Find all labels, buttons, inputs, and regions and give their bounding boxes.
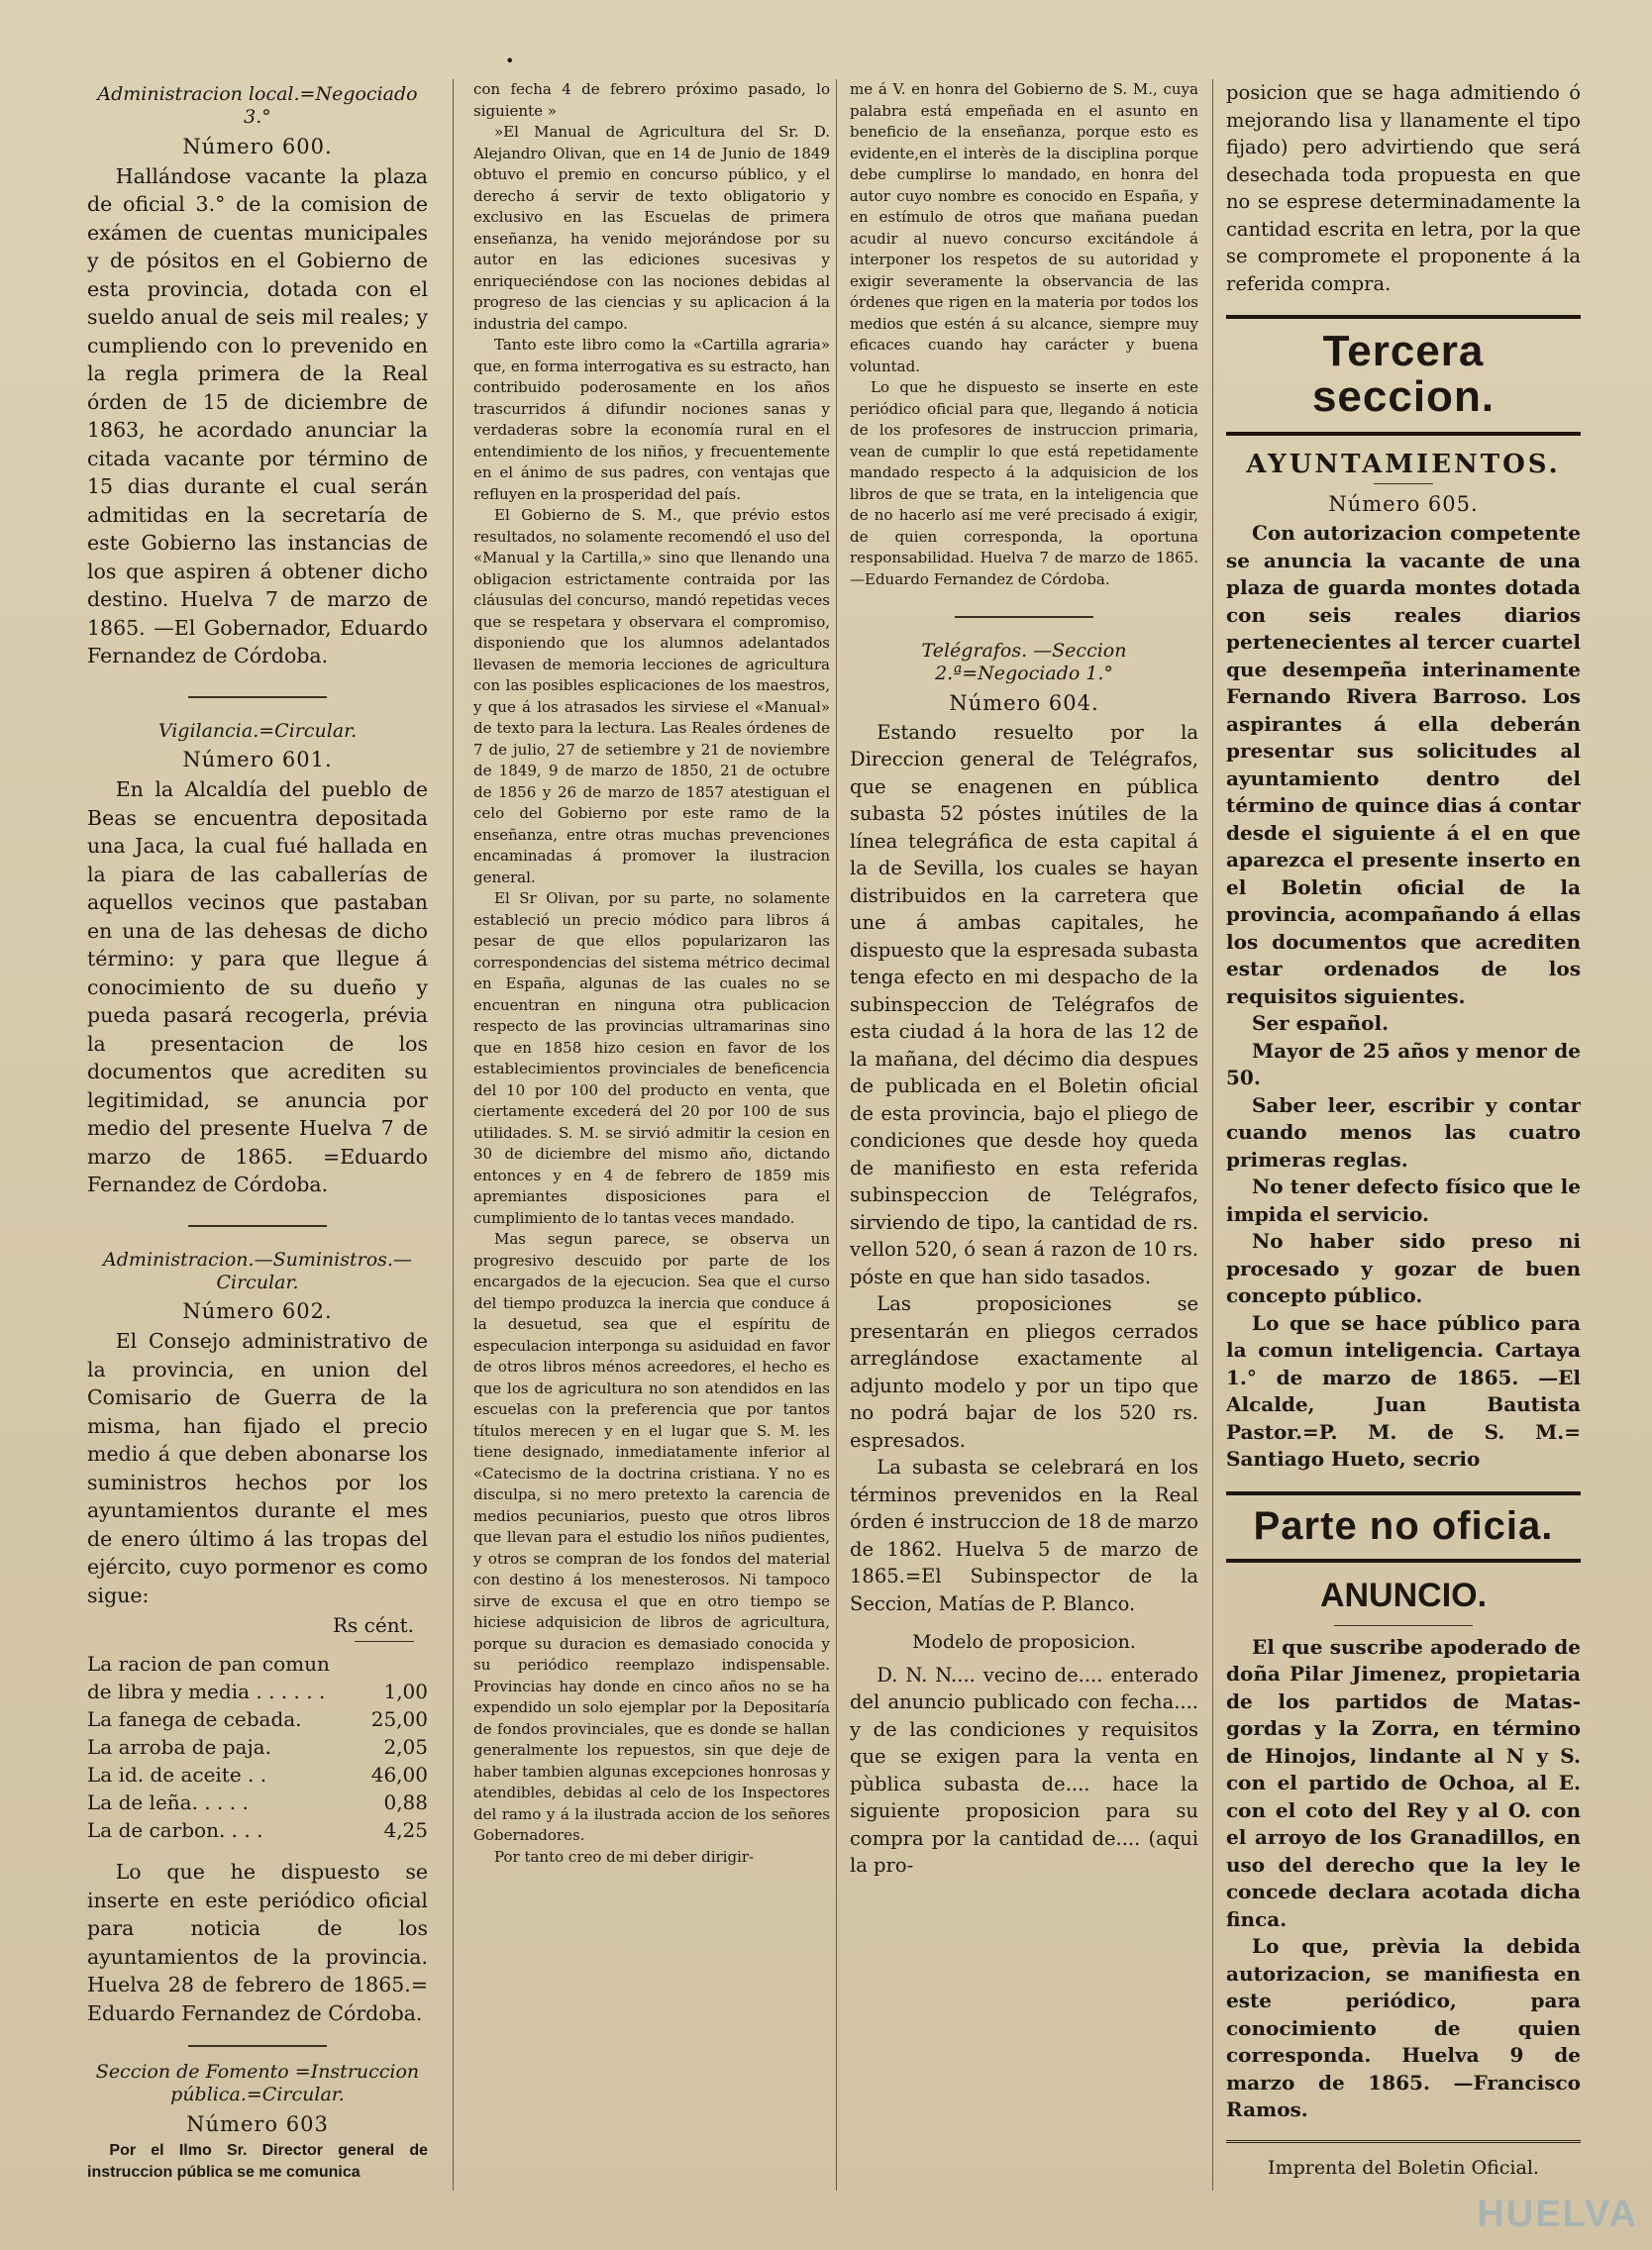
price-value: 2,05 — [383, 1735, 428, 1760]
notice-body: Lo que he dispuesto se inserte en este periódico oficial para noticia de los ayuntamientos de la provincia. Huelva 28 de febrero de 1865.= Eduardo Fernandez de Córdoba. — [87, 1860, 428, 2025]
column-rule — [836, 79, 837, 2191]
section-heading: Administracion.—Suministros.—Circular. — [103, 1248, 412, 1293]
circular-text: Tanto este libro como la «Cartilla agraria» que, en forma interrogativa es su estracto, han contribuido poderosamente en los años trascurridos á difundir nociones sanas y verdaderas sobre la economía rural en el entendimiento de los niños, y frecuentemente en el ánimo de sus padres, con ventajas que refluyen en la prosperidad del país. — [473, 336, 830, 503]
notice-body: Lo que, prèvia la debida autorizacion, se manifiesta en este periódico, para conocimiento de quien corresponda. Huelva 9 de marzo de 1865. —Francisco Ramos. — [1226, 1934, 1581, 2122]
notice-body: Las proposiciones se presentarán en pliegos cerrados arreglándose exactamente al adjunto modelo y por un tipo que no podrá bajar de los 520 rs. espresados. — [850, 1292, 1198, 1452]
price-value: 46,00 — [370, 1763, 428, 1788]
notice-number: Número 604. — [949, 690, 1099, 715]
circular-text: »El Manual de Agricultura del Sr. D. Alejandro Olivan, que en 14 de Junio de 1849 obtuvo el premio en concurso público, y el derecho á servir de texto obligatorio y exclusivo en las Escuelas de primera enseñanza, ha venido mejorándose por su autor en las ediciones sucesivas y enriqueciéndose con las nociones debidas al progreso de las ciencias y su aplicacion á la industria del campo. — [473, 123, 830, 333]
subsection-heading: AYUNTAMIENTOS. — [1246, 450, 1561, 480]
circular-text: Lo que he dispuesto se inserte en este periódico oficial para que, llegando á noticia de los profesores de instruccion primaria, vean de cumplir lo que está repetidamente mandado respecto á la adquisicion de los libros de que se trata, en la inteligencia que de no hacerlo así me veré precisado á exigir, de quien corresponda, la oportuna responsabilidad. Huelva 7 de marzo de 1865. —Eduardo Fernandez de Córdoba. — [850, 378, 1198, 588]
column-3 — [850, 79, 1198, 2230]
announcement-heading: ANUNCIO. — [1319, 1576, 1488, 1614]
separator — [1374, 483, 1433, 484]
notice-body: Estando resuelto por la Direccion general de Telégrafos, que se enagenen en pública subasta 52 póstes inútiles de la línea telegráfica de esta capital á la de Sevilla, los cuales se hayan distribuidos en la carretera que une á ambas capitales, he dispuesto que la espresada subasta tenga efecto en mi despacho de la subinspeccion de Telégrafos de esta ciudad á la hora de las 12 de la mañana, del décimo dia despues de publicada en el Boletin oficial de esta provincia, bajo el pliego de condiciones que desde hoy queda de manifiesto en esta referida subinspeccion de Telégrafos, sirviendo de tipo, la cantidad de rs. vellon 520, ó sean á razon de 10 rs. póste en que han sido tasados. — [850, 720, 1198, 1288]
price-value: 0,88 — [383, 1790, 428, 1815]
separator — [188, 696, 327, 698]
price-item: La de carbon. . . . — [87, 1818, 263, 1843]
notice-body: D. N. N.... vecino de.... enterado del anuncio publicado con fecha.... y de las condiciones y requisitos que se exigen para la venta en pùblica subasta de.... hace la siguiente proposicion para su compra por la cantidad de.... (aqui la pro- — [850, 1663, 1198, 1878]
table-row — [87, 1761, 428, 1789]
printer-tick: • — [505, 51, 515, 70]
notice-body: Lo que se hace público para la comun inteligencia. Cartaya 1.° de marzo de 1865. —El Alcalde, Juan Bautista Pastor.=P. M. de S. M.= Santiago Hueto, secrio — [1226, 1310, 1581, 1472]
requirement: Saber leer, escribir y contar cuando menos las cuatro primeras reglas. — [1226, 1092, 1581, 1172]
table-row — [87, 1789, 428, 1816]
table-row — [87, 1733, 428, 1761]
separator — [955, 616, 1093, 618]
price-value: 1,00 — [383, 1680, 428, 1704]
notice-body: En la Alcaldía del pueblo de Beas se encuentra depositada una Jaca, la cual fué hallada en la piara de las caballerías de aquellos vecinos que pastaban en una de las dehesas de dicho término: y para que llegue á conocimiento de su dueño y pueda pasará recogerla, prévia la presentacion de los documentos que acrediten su legitimidad, se anuncia por medio del presente Huelva 7 de marzo de 1865. =Eduardo Fernandez de Córdoba. — [87, 777, 428, 1197]
archive-watermark: HUELVA — [1477, 2194, 1638, 2235]
notice-body: El Consejo administrativo de la provincia, en union del Comisario de Guerra de la misma, han fijado el precio medio á que deben abonarse los suministros hechos por los ayuntamientos durante el mes de enero último á las tropas del ejército, cuyo pormenor es como sigue: — [87, 1329, 428, 1607]
notice-number: Número 600. — [182, 134, 333, 158]
notice-body: posicion que se haga admitiendo ó mejorando lisa y llanamente el tipo fijado) pero advirtiendo que será desechada toda propuesta en que no se esprese determinadamente la cantidad escrita en letra, por la que se compromete el proponente á la referida compra. — [1226, 81, 1581, 295]
circular-text: con fecha 4 de febrero próximo pasado, lo siguiente » — [473, 80, 830, 120]
separator — [1334, 1625, 1473, 1626]
column-rule — [453, 79, 454, 2191]
price-item: La racion de pan comun de libra y media . . . . . . — [87, 1652, 330, 1704]
double-rule — [1226, 2140, 1581, 2143]
separator — [188, 1225, 327, 1227]
column-1 — [87, 79, 428, 2230]
notice-number: Número 603 — [186, 2112, 329, 2137]
section-banner: Tercera seccion. — [1226, 315, 1581, 436]
section-banner: Parte no oficia. — [1226, 1491, 1581, 1563]
requirement: No tener defecto físico que le impida el servicio. — [1226, 1175, 1581, 1226]
notice-number: Número 605. — [1328, 492, 1479, 517]
section-heading: Vigilancia.=Circular. — [157, 719, 358, 742]
model-heading: Modelo de proposicion. — [912, 1631, 1136, 1654]
requirement: No haber sido preso ni procesado y gozar de buen concepto público. — [1226, 1229, 1581, 1308]
price-units: Rs cént. — [333, 1613, 414, 1638]
notice-body: Por el Ilmo Sr. Director general de instruccion pública se me comunica — [87, 2142, 428, 2181]
notice-body: Con autorizacion competente se anuncia la vacante de una plaza de guarda montes dotada con seis reales diarios pertenecientes al tercer cuartel que desempeña interinamente Fernando Rivera Barroso. Los aspirantes á ella deberán presentar sus solicitudes al ayuntamiento dentro del término de quince dias á contar desde el siguiente á el en que aparezca el presente inserto en el Boletin oficial de la provincia, acompañando á ellas los documentos que acrediten estar ordenados de los requisitos siguientes. — [1226, 521, 1581, 1008]
separator — [188, 2045, 327, 2047]
circular-text: El Sr Olivan, por su parte, no solamente estableció un precio módico para libros á pesar de que ellos popularizaron las correspondencias del sistema métrico decimal en España, algunas de las cuales no se encuentran en ninguna otra publicacion respecto de las provincias ultramarinas sino que en 1858 hizo cesion en favor de los establecimientos provinciales de beneficencia del 10 por 100 del producto en venta, que ciertamente excederá del 20 por 100 de sus utilidades. S. M. se sirvió admitir la cesion en 30 de diciembre del mismo año, dictando entonces y en 4 de febrero de 1859 mis apremiantes disposiciones para el cumplimiento de lo tantas veces mandado. — [473, 889, 830, 1227]
section-heading: Administracion local.=Negociado 3.° — [97, 83, 418, 128]
price-item: La fanega de cebada. — [87, 1707, 302, 1732]
section-heading: Seccion de Fomento =Instruccion pública.=Circular. — [95, 2061, 420, 2106]
price-item: La de leña. . . . . — [87, 1790, 249, 1815]
circular-text: Mas segun parece, se observa un progresivo descuido por parte de los encargados de la ejecucion. Sea que el curso del tiempo produzca la inercia que conduce á la desuetud, sea que el espíritu de especulacion interponga su asiduidad en favor de otros libros ménos acreedores, el hecho es que los de agricultura no son atendidos en las escuelas con la preferencia que por tantos títulos merecen y en el lugar que S. M. les tiene designado, inmediatamente inferior al «Catecismo de la doctrina cristiana. Y no es disculpa, si no mero pretexto la carencia de medios pecuniarios, puesto que otros libros que llevan para el estudio los niños pudientes, y otros se compran de los fondos del material con destino á los menesterosos. Ni tampoco sirve de excusa el que en otro tiempo se hiciese adquisicion de libros de agricultura, porque su duracion es demasiado conocida y su periódico reemplazo indispensable. Provincias hay donde en cinco años no se ha expendido un solo ejemplar por la Depositaría de fondos provinciales, que es donde se hallan generalmente los repuestos, sin que deje de haber tambien algunas excepciones honrosas y atendibles, debidas al celo de los Inspectores del ramo y á la ilustrada accion de los señores Gobernadores. — [473, 1230, 830, 1844]
circular-text: Por tanto creo de mi deber dirigir- — [494, 1847, 755, 1866]
table-row — [87, 1705, 428, 1733]
column-2 — [473, 79, 830, 2230]
price-item: La id. de aceite . . — [87, 1763, 267, 1788]
column-4 — [1226, 79, 1581, 2230]
notice-number: Número 601. — [182, 748, 333, 772]
notice-number: Número 602. — [182, 1299, 333, 1324]
price-item: La arroba de paja. — [87, 1735, 271, 1760]
notice-body: El que suscribe apoderado de doña Pilar Jimenez, propietaria de los partidos de Matas-gordas y la Zorra, en término de Hinojos, lindante al N y S. con el partido de Ochoa, al E. con el coto del Rey y al O. con el arroyo de los Granadillos, en uso del derecho que la ley le concede declara acotada dicha finca. — [1226, 1634, 1581, 1931]
table-row — [87, 1650, 428, 1705]
section-heading: Telégrafos. —Seccion 2.ª=Negociado 1.° — [921, 640, 1127, 684]
circular-text: me á V. en honra del Gobierno de S. M., cuya palabra está empeñada en el asunto en beneficio de la enseñanza, porque esto es evidente,en el interès de la disciplina porque debe cumplirse lo mandado, en honra del autor cuyo nombre es conocido en España, y en estímulo de otros que mañana puedan acudir al nuevo concurso excitándole á interponer los respetos de su autoridad y exigir severamente la observancia de las órdenes que rigen en la materia por todos los medios que estén á su alcance, siempre muy eficaces cuando hay carácter y buena voluntad. — [850, 80, 1198, 375]
requirement: Ser español. — [1252, 1011, 1390, 1036]
circular-text: El Gobierno de S. M., que prévio estos resultados, no solamente recomendó el uso del «Manual y la Cartilla,» sino que llenando una obligacion estrictamente contraida por las cláusulas del concurso, mandó repetidas veces que se respetara y observara el compromiso, disponiendo que los alumnos adelantados llevasen de memoria lecciones de agricultura con las posibles esplicaciones de los maestros, y que á los atrasados les sirviese el «Manual» de texto para la lectura. Las Reales órdenes de 7 de julio, 27 de setiembre y 21 de noviembre de 1849, 9 de marzo de 1850, 21 de octubre de 1856 y 26 de marzo de 1857 atestiguan el celo del Gobierno por este ramo de la enseñanza, entre otras muchas prevenciones encaminadas á promover la ilustracion general. — [473, 506, 830, 886]
notice-body: Hallándose vacante la plaza de oficial 3.° de la comision de exámen de cuentas municipales y de pósitos en el Gobierno de esta provincia, dotada con el sueldo anual de seis mil reales; y cumpliendo con lo prevenido en la regla primera de la Real órden de 15 de diciembre de 1863, he acordado anunciar la citada vacante por término de 15 dias durante el cual serán admitidas en la secretaría de este Gobierno las instancias de los que aspiren á obtener dicho destino. Huelva 7 de marzo de 1865. —El Gobernador, Eduardo Fernandez de Córdoba. — [87, 163, 428, 668]
column-rule — [1212, 79, 1213, 2191]
price-value: 25,00 — [370, 1707, 428, 1732]
notice-body: La subasta se celebrará en los términos prevenidos en la Real órden é instruccion de 18 de marzo de 1862. Huelva 5 de marzo de 1865.=El Subinspector de la Seccion, Matías de P. Blanco. — [850, 1456, 1198, 1615]
requirement: Mayor de 25 años y menor de 50. — [1226, 1038, 1581, 1090]
printer-credit: Imprenta del Boletin Oficial. — [1268, 2156, 1539, 2179]
price-table — [87, 1650, 428, 1844]
price-value: 4,25 — [383, 1818, 428, 1843]
separator — [355, 1641, 414, 1642]
table-row — [87, 1816, 428, 1844]
